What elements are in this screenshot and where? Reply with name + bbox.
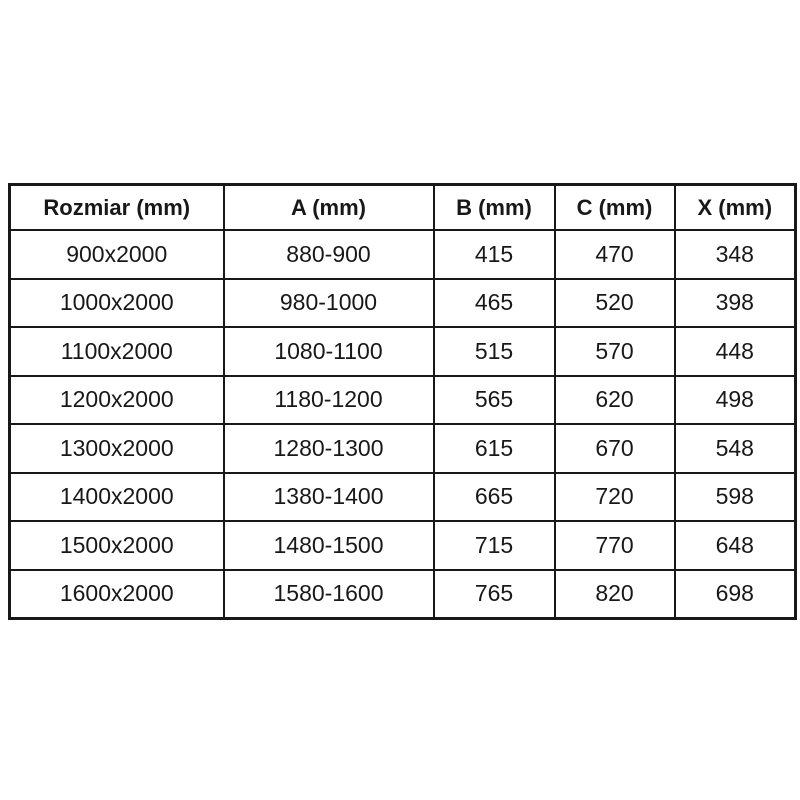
table-cell: 880-900 — [224, 230, 434, 279]
table-cell: 615 — [434, 424, 555, 473]
table-cell: 670 — [555, 424, 675, 473]
table-row — [10, 570, 796, 619]
table-cell: 1400x2000 — [10, 473, 224, 522]
table-cell: 565 — [434, 376, 555, 425]
table-cell: 520 — [555, 279, 675, 328]
table-cell: 1380-1400 — [224, 473, 434, 522]
column-header-c: C (mm) — [555, 185, 675, 231]
table-cell: 1200x2000 — [10, 376, 224, 425]
table-cell: 1100x2000 — [10, 327, 224, 376]
column-header-x: X (mm) — [675, 185, 796, 231]
table-cell: 620 — [555, 376, 675, 425]
table-header-row — [10, 185, 796, 231]
table-row — [10, 424, 796, 473]
table-cell: 720 — [555, 473, 675, 522]
table-cell: 398 — [675, 279, 796, 328]
table-cell: 1000x2000 — [10, 279, 224, 328]
table-row — [10, 376, 796, 425]
table-cell: 1080-1100 — [224, 327, 434, 376]
table-cell: 598 — [675, 473, 796, 522]
table-cell: 470 — [555, 230, 675, 279]
table-cell: 1580-1600 — [224, 570, 434, 619]
table-cell: 980-1000 — [224, 279, 434, 328]
column-header-rozmiar: Rozmiar (mm) — [10, 185, 224, 231]
table-header — [10, 185, 796, 231]
table-row — [10, 327, 796, 376]
table-cell: 1180-1200 — [224, 376, 434, 425]
table-row — [10, 230, 796, 279]
table-body — [10, 230, 796, 619]
table-cell: 448 — [675, 327, 796, 376]
table-cell: 548 — [675, 424, 796, 473]
table-cell: 515 — [434, 327, 555, 376]
table-cell: 698 — [675, 570, 796, 619]
table-cell: 1280-1300 — [224, 424, 434, 473]
table-cell: 465 — [434, 279, 555, 328]
table-cell: 665 — [434, 473, 555, 522]
table-cell: 820 — [555, 570, 675, 619]
table-row — [10, 279, 796, 328]
size-dimensions-table — [8, 183, 797, 620]
table-cell: 770 — [555, 521, 675, 570]
table-cell: 1500x2000 — [10, 521, 224, 570]
table-cell: 498 — [675, 376, 796, 425]
column-header-b: B (mm) — [434, 185, 555, 231]
table-row — [10, 473, 796, 522]
table-cell: 1480-1500 — [224, 521, 434, 570]
table-cell: 715 — [434, 521, 555, 570]
table-row — [10, 521, 796, 570]
table-cell: 1300x2000 — [10, 424, 224, 473]
table-cell: 900x2000 — [10, 230, 224, 279]
table-cell: 570 — [555, 327, 675, 376]
table-cell: 1600x2000 — [10, 570, 224, 619]
table-cell: 415 — [434, 230, 555, 279]
table-cell: 348 — [675, 230, 796, 279]
table-cell: 765 — [434, 570, 555, 619]
column-header-a: A (mm) — [224, 185, 434, 231]
table-cell: 648 — [675, 521, 796, 570]
